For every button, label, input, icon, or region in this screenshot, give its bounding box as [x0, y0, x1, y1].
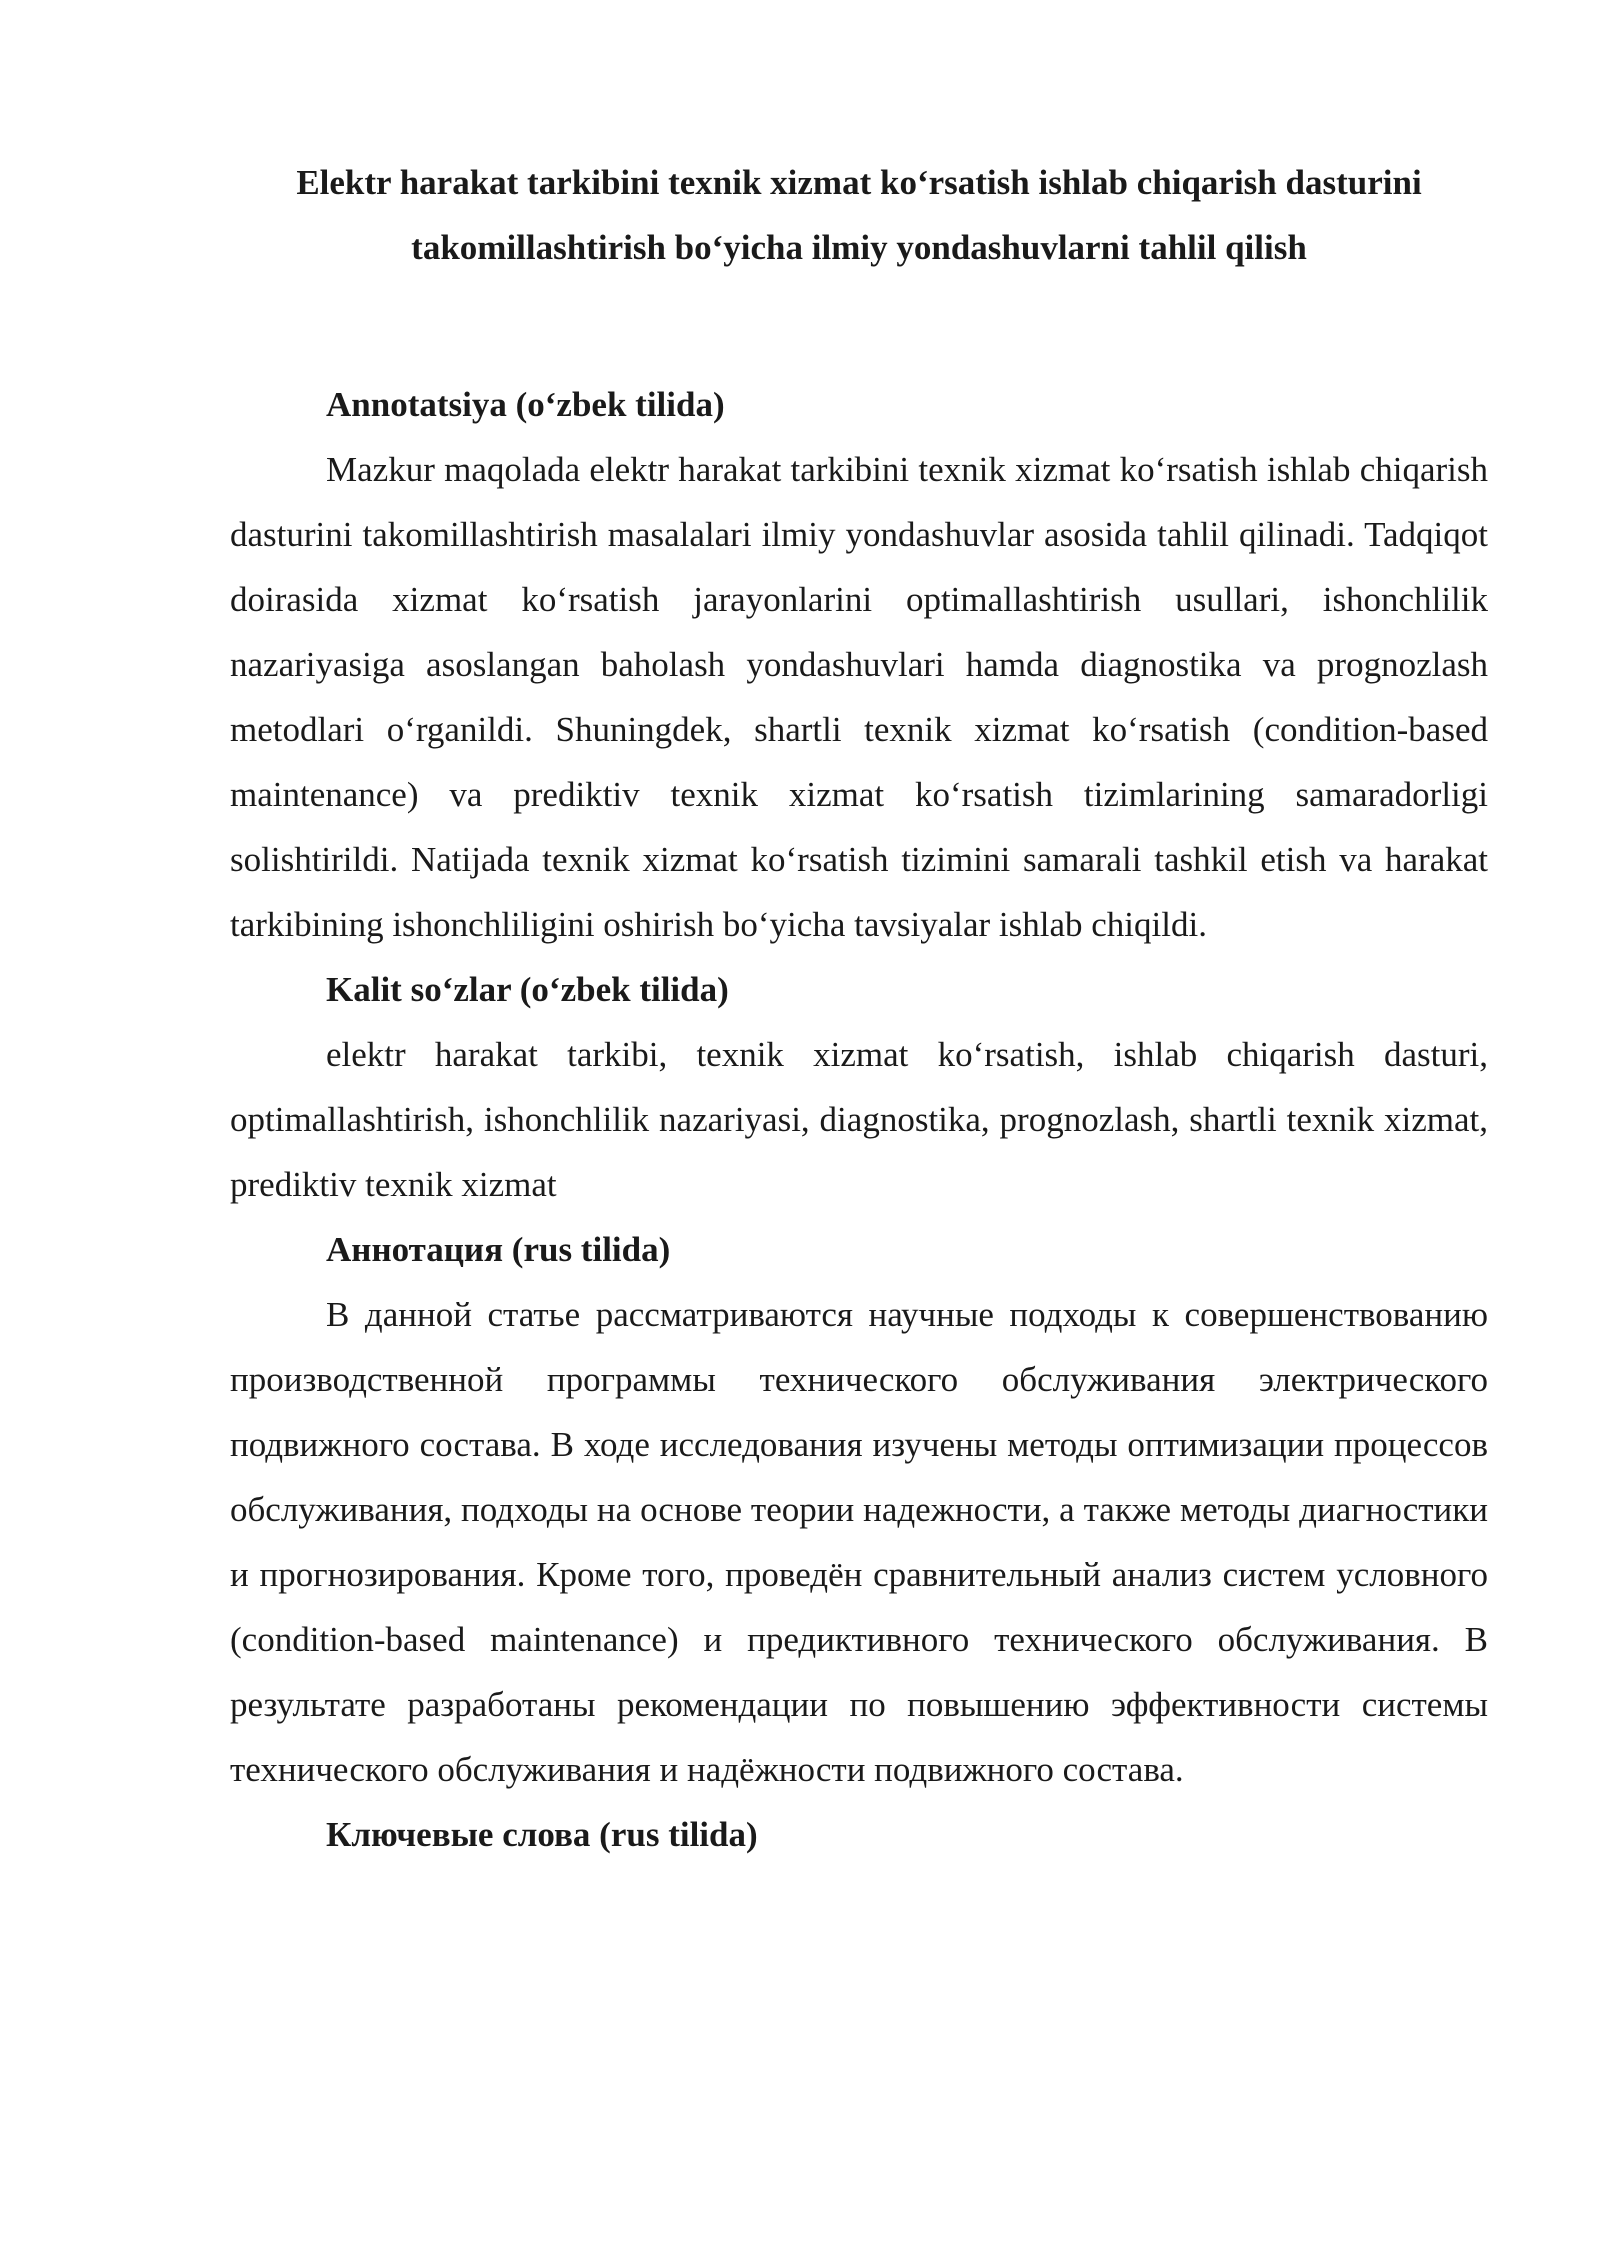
annotation-uz-text: Mazkur maqolada elektr harakat tarkibini texnik xizmat ko‘rsatish ishlab chiqarish dasturini takomillashtirish masalalari ilmiy yondashuvlar asosida tahlil qilinadi. Tadqiqot doirasida xizmat ko‘rsatish jarayonlarini optimallashtirish usullari, ishonchlilik nazariyasiga asoslangan baholash yondashuvlari hamda diagnostika va prognozlash metodlari o‘rganildi. Shuningdek, shartli texnik xizmat ko‘rsatish (condition-based maintenance) va prediktiv texnik xizmat ko‘rsatish tizimlarining samaradorligi solishtirildi. Natijada texnik xizmat ko‘rsatish tizimini samarali tashkil etish va harakat tarkibining ishonchliligini oshirish bo‘yicha tavsiyalar ishlab chiqildi. [230, 450, 1488, 944]
annotation-ru-section [230, 1217, 1488, 1802]
annotation-uz-heading: Annotatsiya (o‘zbek tilida) [326, 385, 725, 424]
keywords-ru-section [230, 1802, 1488, 1867]
keywords-uz-heading: Kalit so‘zlar (o‘zbek tilida) [326, 970, 729, 1009]
document-body [230, 150, 1488, 1867]
annotation-ru-text: В данной статье рассматриваются научные подходы к совершенствованию производственной программы технического обслуживания электрического подвижного состава. В ходе исследования изучены методы оптимизации процессов обслуживания, подходы на основе теории надежности, а также методы диагностики и прогнозирования. Кроме того, проведён сравнительный анализ систем условного (condition-based maintenance) и предиктивного технического обслуживания. В результате разработаны рекомендации по повышению эффективности системы технического обслуживания и надёжности подвижного состава. [230, 1295, 1488, 1789]
keywords-uz-text: elektr harakat tarkibi, texnik xizmat ko‘rsatish, ishlab chiqarish dasturi, optimallashtirish, ishonchlilik nazariyasi, diagnostika, prognozlash, shartli texnik xizmat, prediktiv texnik xizmat [230, 1035, 1488, 1204]
annotation-ru-heading: Аннотация (rus tilida) [326, 1230, 671, 1269]
keywords-uz-section [230, 957, 1488, 1217]
keywords-ru-heading: Ключевые слова (rus tilida) [326, 1815, 758, 1854]
title-line-1: Elektr harakat tarkibini texnik xizmat ko‘rsatish ishlab chiqarish dasturini [296, 163, 1422, 202]
annotation-uz-section [230, 372, 1488, 957]
title-line-2: takomillashtirish bo‘yicha ilmiy yondashuvlarni tahlil qilish [411, 228, 1307, 267]
document-title [230, 150, 1488, 280]
